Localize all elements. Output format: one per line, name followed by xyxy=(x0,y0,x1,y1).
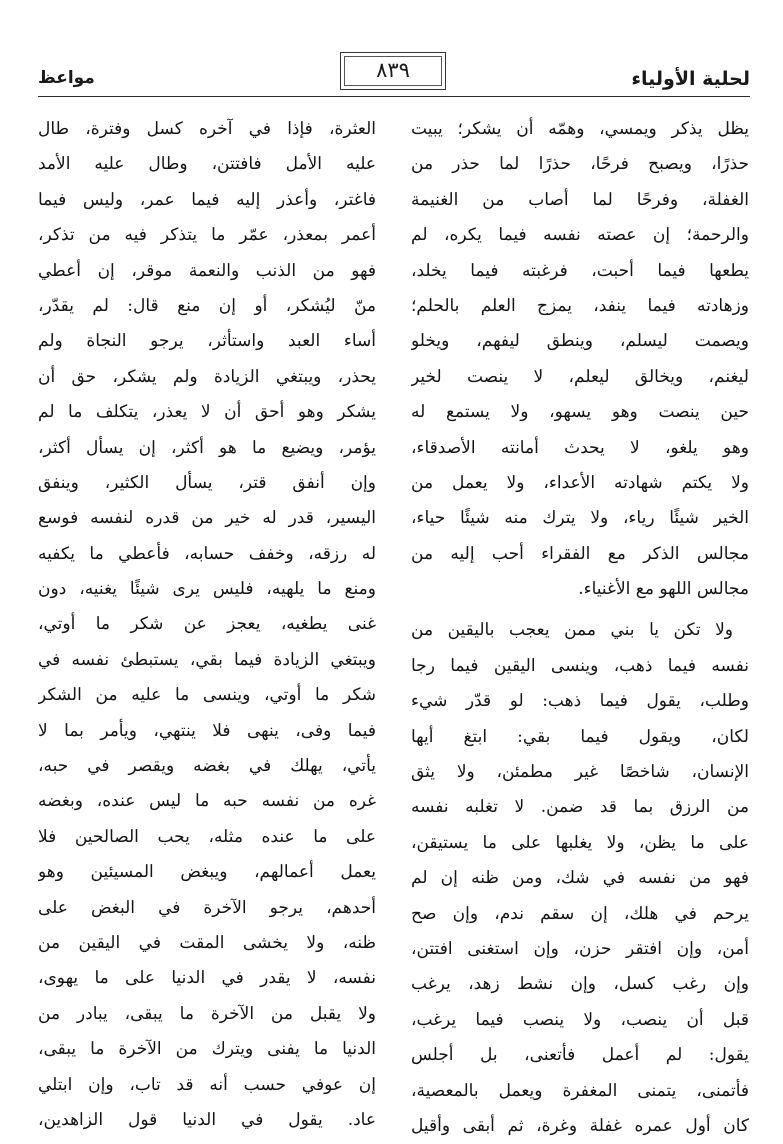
paragraph-1 xyxy=(411,112,749,607)
text-line: شكر ما أوتي، وينسى ما عليه من الشكر xyxy=(38,685,376,706)
text-line: أساء العبد واستأثر، يرجو النجاة ولم xyxy=(38,331,376,352)
page-header xyxy=(38,50,750,98)
text-line: نفسه فيما ذهب، وينسى اليقين فيما رجا xyxy=(411,655,749,676)
text-line: فهو من نفسه في شك، ومن ظنه إن لم xyxy=(411,868,749,889)
text-line: نفسه، لا يقدر في الدنيا على ما يهوى، xyxy=(38,968,376,989)
text-line: قبل أن ينصب، ولا ينصب فيما يرغب، xyxy=(411,1009,749,1030)
text-line: والرحمة؛ إن عصته نفسه فيما يكره، لم xyxy=(411,225,749,246)
text-line: ولا يقبل من الآخرة ما يبقى، يبادر من xyxy=(38,1003,376,1024)
text-line: يعمل أعمالهم، ويبغض المسيئين وهو xyxy=(38,862,376,883)
text-line: غره من نفسه حبه ما ليس عنده، وبغضه xyxy=(38,791,376,812)
text-line: غنى يطغيه، يعجز عن شكر ما أوتي، xyxy=(38,614,376,635)
text-line: كان أول عمره غفلة وغرة، ثم أبقى وأقيل xyxy=(411,1115,749,1136)
text-line: يقول: لم أعمل فأتعنى، بل أجلس xyxy=(411,1045,749,1066)
section-title: مواعظ xyxy=(38,68,95,88)
text-line: اليسير، قدر له خير من قدره لنفسه فوسع xyxy=(38,508,376,529)
text-line: ومنع ما يلهيه، فليس يرى شيئًا يغنيه، دون xyxy=(38,579,376,600)
header-divider xyxy=(38,96,750,97)
text-line: الإنسان، شاخصًا غير مطمئن، ولا يثق xyxy=(411,762,749,783)
text-line: يؤمر، ويضيع ما هو أكثر، إن يسأل أكثر، xyxy=(38,437,376,458)
text-line: على ما يظن، ولا يغلبها على ما يستيقن، xyxy=(411,832,749,853)
text-line: على ما عنده مثله، يحب الصالحين فلا xyxy=(38,826,376,847)
text-line: وطلب، يقول فيما ذهب: لو قدّر شيء xyxy=(411,691,749,712)
text-line: عليه الأمل فافتتن، وطال عليه الأمد xyxy=(38,154,376,175)
right-column xyxy=(411,112,749,1144)
text-line: إن عوفي حسب أنه قد تاب، وإن ابتلي xyxy=(38,1074,376,1095)
text-line: يطعها فيما أحبت، فرغبته فيما يخلد، xyxy=(411,260,749,281)
text-line: مجالس اللهو مع الأغنياء. xyxy=(578,579,749,600)
text-line: منّ ليُشكر، أو إن منع قال: لم يقدّر، xyxy=(38,295,376,316)
text-line: الخير شيئًا رياء، ولا يترك منه شيئًا حياء، xyxy=(411,508,749,529)
page-number-frame xyxy=(340,52,446,90)
text-line: أعمر بمعذر، عمّر ما يتذكر فيه من تذكر، xyxy=(38,225,376,246)
text-line: وإن أنفق قتر، يسأل الكثير، وينفق xyxy=(38,472,376,493)
text-line: عاد. يقول في الدنيا قول الزاهدين، xyxy=(38,1109,376,1130)
text-line: العثرة، فإذا في آخره كسل وفترة، طال xyxy=(38,119,376,139)
text-line: حذرًا، ويصبح فرحًا، حذرًا لما حذر من xyxy=(411,154,749,175)
text-line: مجالس الذكر مع الفقراء أحب إليه من xyxy=(411,543,749,564)
page-number: ٨٣٩ xyxy=(376,58,410,82)
text-line: فهو من الذنب والنعمة موقر، إن أعطي xyxy=(38,260,376,281)
left-column xyxy=(38,112,376,1138)
text-line: يظل يذكر ويمسي، وهمّه أن يشكر؛ يبيت xyxy=(411,119,749,139)
text-line: لكان، ويقول فيما بقي: ابتغ أيها xyxy=(411,726,749,747)
text-line: الغفلة، وفرحًا لما أصاب من الغنيمة xyxy=(411,189,749,210)
text-line: يشكر وهو أحق أن لا يعذر، يتكلف ما لم xyxy=(38,402,376,423)
book-title: لحلية الأولياء xyxy=(631,68,750,90)
text-line: يحذر، ويبتغي الزيادة ولم يشكر، حق أن xyxy=(38,366,376,387)
text-line: فاغتر، وأعذر إليه فيما عمر، وليس فيما xyxy=(38,189,376,210)
text-line: ليغنم، ويخالق ليعلم، لا ينصت لخير xyxy=(411,366,749,387)
text-line: وإن رغب كسل، وإن نشط زهد، يرغب xyxy=(411,974,749,995)
text-line: فأتمنى، يتمنى المغفرة ويعمل بالمعصية، xyxy=(411,1080,749,1101)
paragraph-2 xyxy=(411,613,749,1144)
text-line: يأتي، يهلك في بغضه ويقصر في حبه، xyxy=(38,756,376,777)
text-line: ويبتغي الزيادة فيما بقي، يستبطئ نفسه في xyxy=(38,649,376,670)
text-line: أحدهم، يرجو الآخرة في البغض على xyxy=(38,897,376,918)
text-line: وزهادته فيما ينفد، يمزج العلم بالحلم؛ xyxy=(411,295,749,316)
text-line: من الرزق بما قد ضمن. لا تغلبه نفسه xyxy=(411,797,749,818)
text-line: حين ينصت وهو يسهو، ولا يستمع له xyxy=(411,402,749,423)
text-line: له رزقه، وخفف حسابه، فأعطي ما يكفيه xyxy=(38,543,376,564)
text-line: يرحم في هلك، إن سقم ندم، وإن صح xyxy=(411,903,749,924)
text-line: وهو يلغو، لا يحدث أمانته الأصدقاء، xyxy=(411,437,749,458)
text-line: الدنيا ما يفنى ويترك من الآخرة ما يبقى، xyxy=(38,1039,376,1060)
text-line: ولا تكن يا بني ممن يعجب باليقين من xyxy=(411,620,733,641)
text-line: ويصمت ليسلم، وينطق ليفهم، ويخلو xyxy=(411,331,749,352)
text-line: أمن، وإن افتقر حزن، وإن استغنى افتتن، xyxy=(411,938,749,959)
text-line: ولا يكتم شهادته الأعداء، ولا يعمل من xyxy=(411,472,749,493)
text-line: ظنه، ولا يخشى المقت في اليقين من xyxy=(38,932,376,953)
text-line: فيما وفى، ينهى فلا ينتهي، ويأمر بما لا xyxy=(38,720,376,741)
